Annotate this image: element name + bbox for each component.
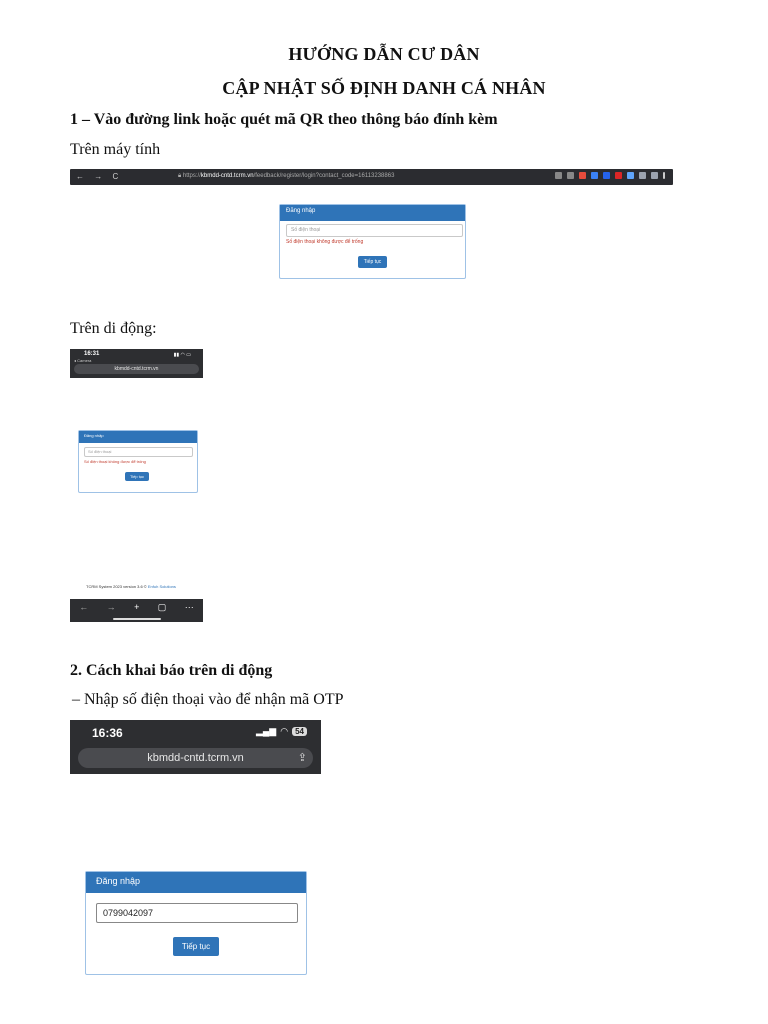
step2-text: – Nhập số điện thoại vào để nhận mã OTP [72,691,344,708]
ext-icon [591,172,598,179]
toolbar-icons [70,602,203,613]
phone-input[interactable]: 0799042097 [96,903,298,923]
desktop-login-card [279,204,466,279]
signal-icon: ▂▄▆ [256,726,277,736]
share-icon [555,172,562,179]
lock-icon: 🔒︎ [178,173,182,179]
desktop-browser-bar [70,169,673,185]
doc-title-line1: HƯỚNG DẪN CƯ DÂN [288,44,480,64]
back-to-camera[interactable]: ◂ Camera [74,358,92,363]
mobile-url: kbmdd-cntd.tcrm.vn [147,752,244,764]
url-domain: kbmdd-cntd.tcrm.vn [200,173,254,179]
phone-input[interactable]: Số điện thoại [286,224,463,237]
mobile1-top-bar [70,349,203,378]
new-tab-icon[interactable]: + [134,602,140,612]
footer-text: TCRM System 2023 version 3.6 © [86,584,147,589]
step2-heading: 2. Cách khai báo trên di động [70,662,273,679]
card-header: Đăng nhập [79,431,197,443]
mobile1-toolbar [70,599,203,622]
status-time: 16:31 [84,351,100,357]
continue-button[interactable]: Tiếp tục [173,937,219,956]
card-header: Đăng nhập [280,205,465,221]
ext-icon [639,172,646,179]
ext-icon [603,172,610,179]
back-icon[interactable]: ← [79,602,89,612]
star-icon [567,172,574,179]
continue-button[interactable]: Tiếp tục [125,472,149,481]
status-time: 16:36 [92,726,123,740]
wifi-icon: ◠ [280,726,289,736]
mobile2-top-bar [70,720,321,774]
mobile-url-bar[interactable] [78,748,313,768]
mobile-label: Trên di động: [70,320,157,337]
share-icon[interactable]: ⇪ [297,752,307,764]
card-header: Đăng nhập [86,872,306,893]
forward-icon[interactable]: → [106,602,116,612]
ext-icon [627,172,634,179]
home-indicator [113,618,161,620]
menu-icon [663,172,665,179]
error-message: Số điện thoại không được để trống [286,239,364,245]
mobile1-footer [86,584,176,589]
extension-icons [555,172,665,179]
mobile-url-bar[interactable] [74,364,199,374]
url-prefix: https:// [182,173,201,179]
continue-button[interactable]: Tiếp tục [358,256,387,268]
mobile-url: kbmdd-cntd.tcrm.vn [114,366,159,372]
browser-url [178,173,394,180]
footer-link[interactable]: Enfuh Solutions [147,584,176,589]
more-icon[interactable]: ··· [184,602,194,612]
desktop-label: Trên máy tính [70,141,161,158]
tabs-icon[interactable]: ▢ [157,602,167,612]
ext-icon [615,172,622,179]
ext-icon [579,172,586,179]
mobile2-login-card [85,871,307,975]
step1-heading: 1 – Vào đường link hoặc quét mã QR theo thông báo đính kèm [70,111,498,128]
status-icons [256,726,307,737]
battery-icon: 54 [292,727,307,736]
status-icons: ▮▮ ◠ ▭ [173,352,191,358]
error-message: Số điện thoại không được để trống [84,459,146,464]
phone-input[interactable]: Số điện thoại [84,447,193,457]
browser-nav-icons: ← → C [76,172,123,181]
mobile1-login-card [78,430,198,493]
doc-title-line2: CẬP NHẬT SỐ ĐỊNH DANH CÁ NHÂN [222,78,546,98]
url-path: /feedback/register/login?contact_code=16113238863 [253,173,395,179]
ext-icon [651,172,658,179]
